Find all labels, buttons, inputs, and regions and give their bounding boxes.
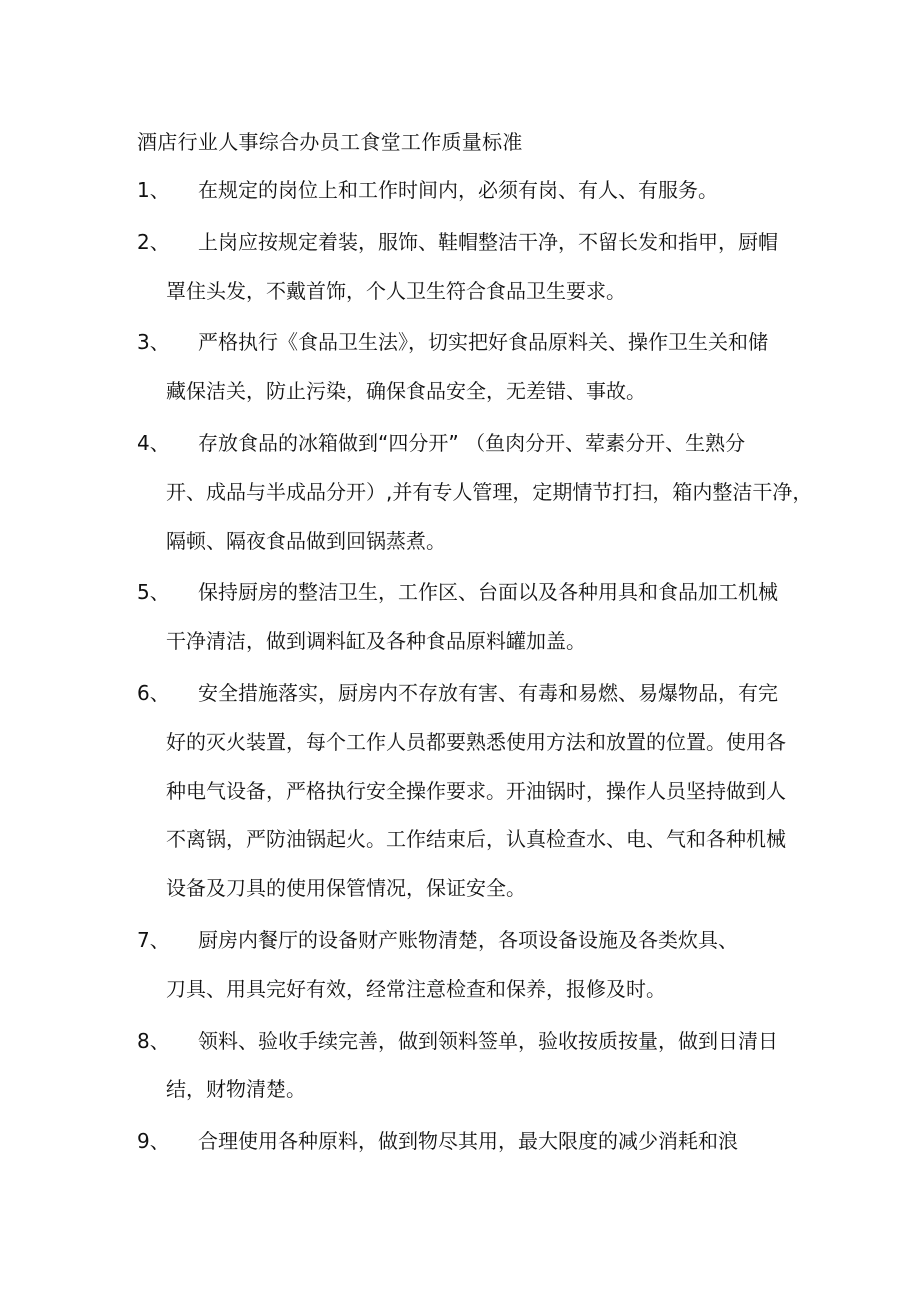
item-text: 领料、验收手续完善，做到领料签单，验收按质按量，做到日清日 xyxy=(198,1028,778,1053)
item-text-continuation: 罩住头发，不戴首饰，个人卫生符合食品卫生要求。 xyxy=(166,278,626,303)
list-item-line xyxy=(0,1073,920,1122)
item-text-continuation: 好的灭火装置，每个工作人员都要熟悉使用方法和放置的位置。使用各 xyxy=(166,729,786,754)
item-number: 6、 xyxy=(137,680,170,705)
list-item-line xyxy=(0,775,920,824)
item-text: 保持厨房的整洁卫生，工作区、台面以及各种用具和食品加工机械 xyxy=(198,580,778,605)
item-text-continuation: 种电气设备，严格执行安全操作要求。开油锅时，操作人员坚持做到人 xyxy=(166,778,786,803)
item-number: 3、 xyxy=(137,330,170,355)
item-number: 4、 xyxy=(137,430,170,455)
item-text: 存放食品的冰箱做到“四分开” （鱼肉分开、荤素分开、生熟分 xyxy=(198,430,746,455)
item-text: 合理使用各种原料，做到物尽其用，最大限度的减少消耗和浪 xyxy=(198,1129,738,1154)
item-text-continuation: 设备及刀具的使用保管情况，保证安全。 xyxy=(166,876,526,901)
list-item-line xyxy=(0,427,920,476)
list-item-line xyxy=(0,174,920,223)
list-item-line xyxy=(0,1125,920,1174)
list-item-line xyxy=(0,576,920,625)
list-item xyxy=(0,677,920,921)
list-item-line xyxy=(0,872,920,921)
document-title: 酒店行业人事综合办员工食堂工作质量标准 xyxy=(137,130,523,154)
item-text: 在规定的岗位上和工作时间内，必须有岗、有人、有服务。 xyxy=(198,178,718,202)
list-item xyxy=(0,924,920,1022)
list-item-line xyxy=(0,1025,920,1074)
item-text-continuation: 结，财物清楚。 xyxy=(166,1077,306,1102)
item-text-continuation: 刀具、用具完好有效，经常注意检查和保养，报修及时。 xyxy=(166,976,666,1001)
item-number: 7、 xyxy=(137,927,170,952)
item-number: 8、 xyxy=(137,1028,170,1053)
item-number: 5、 xyxy=(137,580,170,605)
list-item xyxy=(0,576,920,674)
item-text: 严格执行《食品卫生法》，切实把好食品原料关、操作卫生关和储 xyxy=(198,330,768,355)
item-text: 厨房内餐厅的设备财产账物清楚，各项设备设施及各类炊具、 xyxy=(198,927,738,952)
list-item xyxy=(0,1125,920,1174)
item-text-continuation: 干净清洁，做到调料缸及各种食品原料罐加盖。 xyxy=(166,629,586,654)
list-item xyxy=(0,326,920,424)
item-text: 安全措施落实，厨房内不存放有害、有毒和易燃、易爆物品，有完 xyxy=(198,680,778,705)
list-item xyxy=(0,1025,920,1123)
list-item-line xyxy=(0,677,920,726)
list-item xyxy=(0,427,920,573)
list-item-line xyxy=(0,924,920,973)
list-item-line xyxy=(0,823,920,872)
list-item-line xyxy=(0,525,920,574)
item-text-continuation: 藏保洁关，防止污染，确保食品安全，无差错、事故。 xyxy=(166,379,646,404)
list-item-line xyxy=(0,275,920,324)
item-text-continuation: 不离锅，严防油锅起火。工作结束后，认真检查水、电、气和各种机械 xyxy=(166,827,786,852)
item-number: 2、 xyxy=(137,229,170,254)
list-item-line xyxy=(0,476,920,525)
list-item-line xyxy=(0,226,920,275)
list-item-line xyxy=(0,973,920,1022)
list-item-line xyxy=(0,375,920,424)
list-item xyxy=(0,174,920,223)
list-item-line xyxy=(0,326,920,375)
item-text-continuation: 开、成品与半成品分开）,并有专人管理，定期情节打扫，箱内整洁干净， xyxy=(166,479,813,504)
standards-list xyxy=(0,174,920,1177)
item-number: 1、 xyxy=(137,178,170,202)
item-text-continuation: 隔顿、隔夜食品做到回锅蒸煮。 xyxy=(166,528,446,553)
item-text: 上岗应按规定着装，服饰、鞋帽整洁干净，不留长发和指甲，厨帽 xyxy=(198,229,778,254)
list-item-line xyxy=(0,726,920,775)
list-item xyxy=(0,226,920,324)
list-item-line xyxy=(0,625,920,674)
item-number: 9、 xyxy=(137,1129,170,1154)
